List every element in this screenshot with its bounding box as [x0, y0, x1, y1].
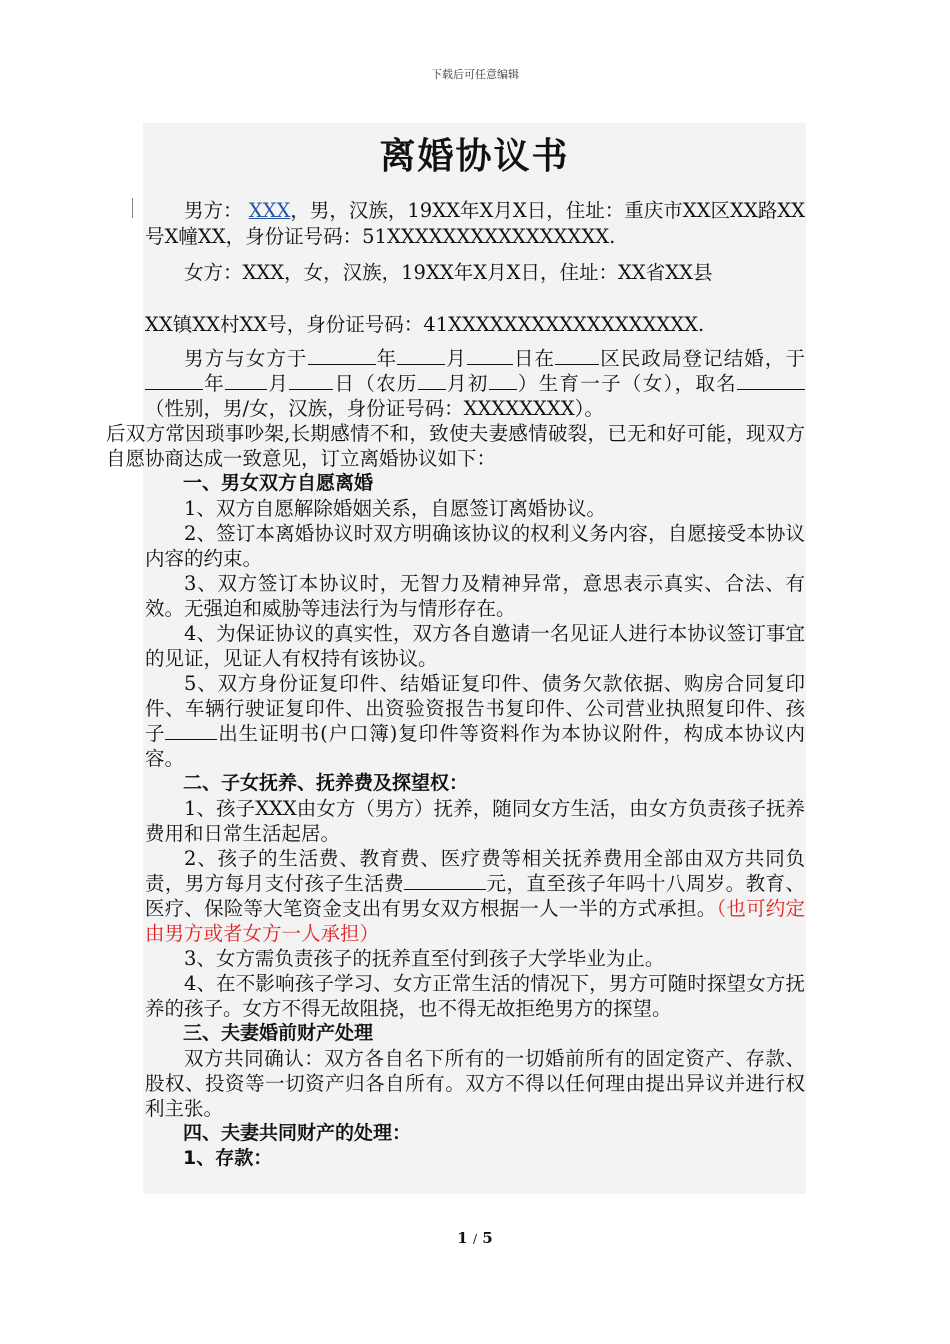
- section-2-item: 3、女方需负责孩子的抚养直至付到孩子大学毕业为止。: [184, 947, 665, 970]
- section-2-item: [145, 846, 805, 946]
- section-1-heading: 一、男女双方自愿离婚: [183, 472, 374, 494]
- header-note: 下载后可任意编辑: [431, 68, 519, 81]
- intro-reason: 后双方常因琐事吵架,长期感情不和，致使夫妻感情破裂，已无和好可能，现双方自愿协商达成一致意见，订立离婚协议如下：: [106, 422, 805, 470]
- male-party-paragraph: [145, 198, 805, 250]
- text-cursor: [132, 198, 133, 218]
- blank-field[interactable]: [225, 371, 267, 390]
- agreement-body: [106, 346, 805, 1171]
- document-title: 离婚协议书: [379, 135, 570, 177]
- female-party-line2: [145, 312, 805, 337]
- intro-day-2: 日（农历: [333, 372, 418, 395]
- section-1-item-5b: 出生证明书(户口簿)复印件等资料作为本协议附件，构成本协议内容。: [145, 722, 805, 770]
- section-2-red-note: （也可约定由男方或者女方一人承担）: [145, 897, 805, 945]
- blank-field[interactable]: [555, 346, 599, 365]
- intro-text-1: 男方与女方于: [184, 347, 308, 370]
- page-separator: /: [472, 1232, 478, 1246]
- section-2-item-2b: 元，直至孩子年吗十八周岁。教育、医疗、保险等大笔资金支出有男女双方根据一人一半的方式承担。: [145, 872, 805, 920]
- intro-lunar-month: 月初: [445, 372, 489, 395]
- page-total: 5: [482, 1229, 493, 1247]
- blank-field[interactable]: [397, 346, 445, 365]
- blank-field[interactable]: [404, 871, 486, 890]
- section-1-item: 2、签订本离婚协议时双方明确该协议的权利义务内容，自愿接受本协议内容的约束。: [145, 522, 805, 570]
- intro-month-1: 月: [445, 347, 467, 370]
- section-1-item: 1、双方自愿解除婚姻关系，自愿签订离婚协议。: [184, 497, 606, 520]
- section-1-item: 4、为保证协议的真实性，双方各自邀请一名见证人进行本协议签订事宜的见证，见证人有权持有该协议。: [145, 622, 805, 670]
- section-2-item: 1、孩子XXX由女方（男方）抚养，随同女方生活，由女方负责孩子抚养费用和日常生活起居。: [145, 797, 805, 845]
- intro-year-2: 年: [203, 372, 226, 395]
- intro-child: ）生育一子（女），取名: [516, 372, 737, 395]
- intro-paragraph: [106, 346, 805, 471]
- blank-field[interactable]: [418, 371, 446, 390]
- page-number: [0, 1229, 950, 1247]
- section-1-item: 3、双方签订本协议时，无智力及精神异常，意思表示真实、合法、有效。无强迫和威胁等违法行为与情形存在。: [145, 572, 805, 620]
- section-4-sub-1: 1、存款：: [183, 1147, 273, 1169]
- blank-field[interactable]: [289, 371, 333, 390]
- section-1-item: [145, 671, 805, 771]
- male-name-link[interactable]: XXX: [248, 199, 291, 222]
- blank-field[interactable]: [489, 371, 517, 390]
- blank-field[interactable]: [165, 721, 217, 740]
- section-4-heading: 四、夫妻共同财产的处理：: [183, 1122, 412, 1144]
- female-line-1: 女方：XXX，女，汉族，19XX年X月X日，住址：XX省XX县: [184, 261, 713, 284]
- blank-field[interactable]: [308, 346, 376, 365]
- female-party-line1: [145, 260, 805, 285]
- intro-month-2: 月: [267, 372, 290, 395]
- female-line-2: XX镇XX村XX号，身份证号码：41XXXXXXXXXXXXXXXXXX.: [145, 313, 705, 336]
- section-3-heading: 三、夫妻婚前财产处理: [183, 1022, 374, 1044]
- intro-day-1: 日在: [512, 347, 556, 370]
- male-details: ，男，汉族，19XX年X月X日，住址：重庆市XX区XX路XX号X幢XX，身份证号码：51XXXXXXXXXXXXXXXX.: [145, 199, 806, 248]
- blank-field[interactable]: [145, 371, 203, 390]
- blank-field[interactable]: [737, 371, 805, 390]
- section-2-item: 4、在不影响孩子学习、女方正常生活的情况下，男方可随时探望女方抚养的孩子。女方不得无故阻挠，也不得无故拒绝男方的探望。: [145, 972, 805, 1020]
- intro-bureau: 区民政局登记结婚，于: [599, 347, 805, 370]
- section-3-text: 双方共同确认：双方各自名下所有的一切婚前所有的固定资产、存款、股权、投资等一切资产归各自所有。双方不得以任何理由提出异议并进行权利主张。: [145, 1047, 805, 1120]
- blank-field[interactable]: [467, 346, 513, 365]
- intro-child-info: （性别，男/女，汉族，身份证号码：XXXXXXXX）。: [145, 397, 604, 420]
- male-prefix: 男方：: [184, 199, 243, 222]
- page-current: 1: [457, 1229, 468, 1247]
- section-2-heading: 二、子女抚养、抚养费及探望权：: [183, 772, 469, 794]
- section-1-item-5a: 5、双方身份证复印件、结婚证复印件、债务欠款依据、购房合同复印件、车辆行驶证复印件、出资验资报告书复印件、公司营业执照复印件、孩子: [145, 672, 805, 745]
- section-2-item-2a: 2、孩子的生活费、教育费、医疗费等相关抚养费用全部由双方共同负责，男方每月支付孩子生活费: [145, 847, 805, 895]
- intro-year-1: 年: [375, 347, 398, 370]
